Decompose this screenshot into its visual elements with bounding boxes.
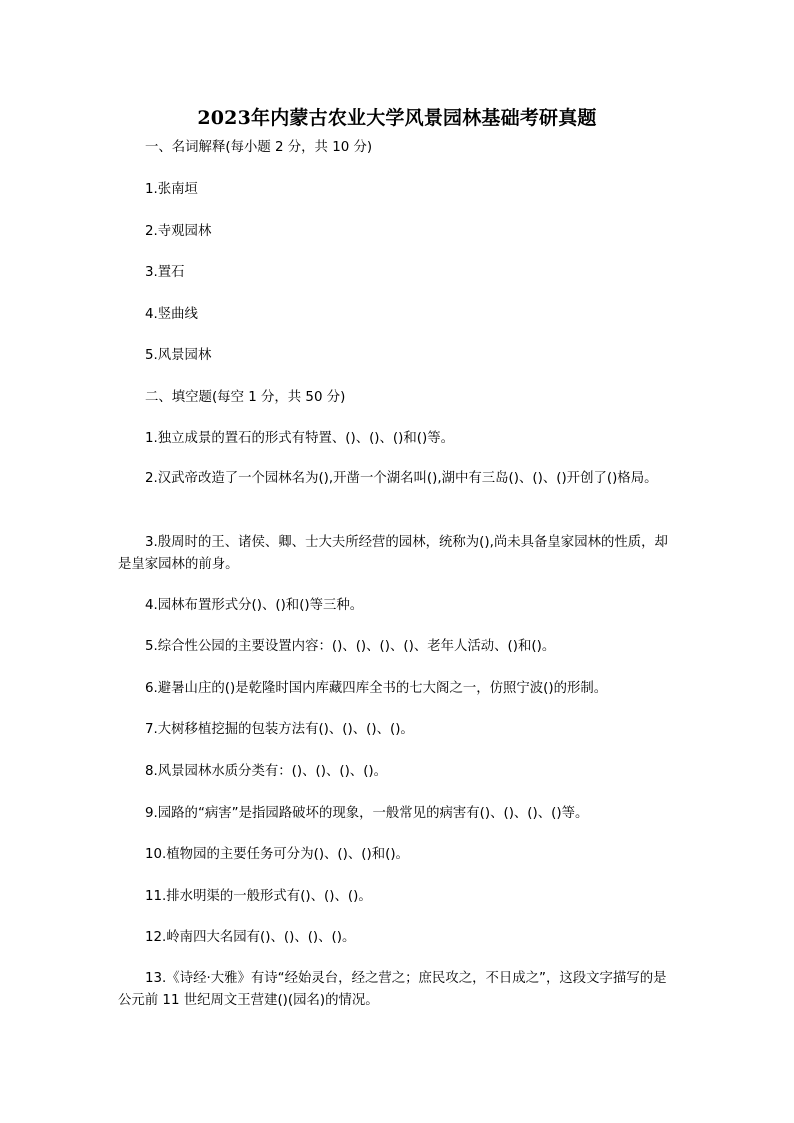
question-item: 2.汉武帝改造了一个园林名为(),开凿一个湖名叫(),湖中有三岛()、()、()开创了()格局。 [145,471,658,486]
question-item: 5.综合性公园的主要设置内容：()、()、()、()、老年人活动、()和()。 [145,639,556,654]
question-item: 5.风景园林 [145,348,212,363]
question-item: 7.大树移植挖掘的包装方法有()、()、()、()。 [145,722,414,737]
question-item: 6.避暑山庄的()是乾隆时国内库藏四库全书的七大阁之一，仿照宁波()的形制。 [145,681,608,696]
question-item: 12.岭南四大名园有()、()、()、()。 [145,930,356,945]
question-item: 13.《诗经·大雅》有诗“经始灵台，经之营之；庶民攻之，不日成之”，这段文字描写的是公元前 11 世纪周文王营建()(园名)的情况。 [118,971,667,1008]
section-heading-terms: 一、名词解释(每小题 2 分，共 10 分) [145,140,373,155]
question-item: 4.园林布置形式分()、()和()等三种。 [145,598,364,613]
page-title: 2023年内蒙古农业大学风景园林基础考研真题 [197,107,597,129]
question-item: 3.置石 [145,265,185,280]
section-heading-fill-in: 二、填空题(每空 1 分，共 50 分) [145,390,346,405]
question-item: 1.张南垣 [145,182,198,197]
question-item: 2.寺观园林 [145,224,212,239]
question-item: 8.风景园林水质分类有：()、()、()、()。 [145,764,388,779]
question-item: 9.园路的“病害”是指园路破坏的现象，一般常见的病害有()、()、()、()等。 [145,806,589,821]
question-item: 4.竖曲线 [145,307,198,322]
question-item: 1.独立成景的置石的形式有特置、()、()、()和()等。 [145,431,454,446]
question-item: 3.殷周时的王、诸侯、卿、士大夫所经营的园林，统称为(),尚未具备皇家园林的性质，却是皇家园林的前身。 [118,535,668,572]
question-item: 10.植物园的主要任务可分为()、()、()和()。 [145,847,409,862]
question-item: 11.排水明渠的一般形式有()、()、()。 [145,889,372,904]
